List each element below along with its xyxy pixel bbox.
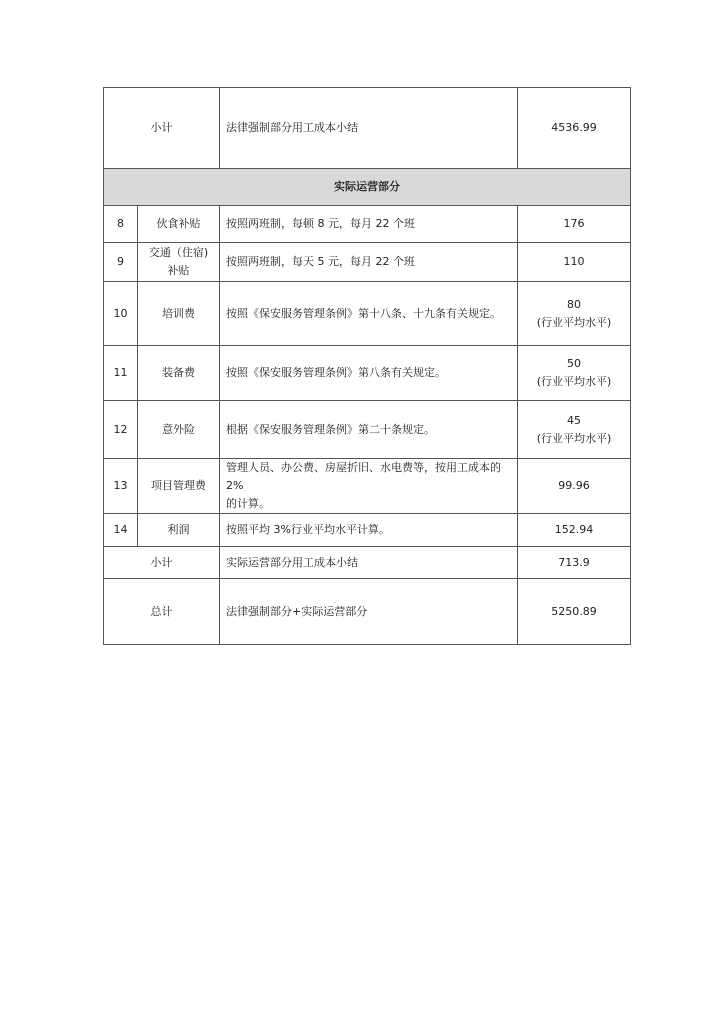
row-item: 意外险: [138, 401, 220, 459]
row-item: 培训费: [138, 282, 220, 346]
row-desc-line2: 的计算。: [226, 497, 270, 510]
row-amount: 50: [567, 357, 581, 370]
table-row: [104, 206, 631, 243]
row-desc: 按照两班制，每天 5 元，每月 22 个班: [220, 243, 518, 282]
row-number: 13: [104, 459, 138, 514]
row-amount: 176: [518, 206, 631, 243]
row-amount: 45: [567, 413, 581, 427]
total-row: [104, 579, 631, 645]
row-item: 伙食补贴: [138, 206, 220, 243]
row-amount-cell: [518, 282, 631, 346]
row-item-line2: 补贴: [167, 264, 190, 277]
row-item-cell: [138, 243, 220, 282]
table-row: [104, 514, 631, 547]
row-desc: 根据《保安服务管理条例》第二十条规定。: [220, 401, 518, 459]
row-desc: 按照《保安服务管理条例》第十八条、十九条有关规定。: [220, 282, 518, 346]
subtotal-legal-desc: 法律强制部分用工成本小结: [220, 88, 518, 169]
total-label: 总计: [104, 579, 220, 645]
row-amount: 152.94: [518, 514, 631, 547]
row-number: 14: [104, 514, 138, 547]
row-number: 11: [104, 346, 138, 401]
table-row: [104, 346, 631, 401]
row-number: 10: [104, 282, 138, 346]
row-amount-cell: [518, 401, 631, 459]
subtotal-ops-amount: 713.9: [518, 547, 631, 579]
section-header-row: [104, 169, 631, 206]
subtotal-legal-row: [104, 88, 631, 169]
row-amount: 80: [567, 297, 581, 311]
row-amount-note: (行业平均水平): [536, 431, 612, 445]
table-row: [104, 243, 631, 282]
row-amount: 99.96: [518, 459, 631, 514]
row-amount-note: (行业平均水平): [536, 375, 612, 388]
table-row: [104, 282, 631, 346]
subtotal-legal-amount: 4536.99: [518, 88, 631, 169]
row-number: 9: [104, 243, 138, 282]
row-number: 8: [104, 206, 138, 243]
subtotal-ops-row: [104, 547, 631, 579]
row-amount-note: (行业平均水平): [536, 315, 612, 329]
table-row: [104, 401, 631, 459]
row-desc: 管理人员、办公费、房屋折旧、水电费等，按用工成本的 2%: [226, 461, 501, 492]
row-amount: 110: [518, 243, 631, 282]
row-item: 利润: [138, 514, 220, 547]
row-desc-cell: [220, 459, 518, 514]
subtotal-legal-label: 小计: [104, 88, 220, 169]
row-number: 12: [104, 401, 138, 459]
row-item: 项目管理费: [138, 459, 220, 514]
section-title: 实际运营部分: [104, 169, 631, 206]
row-desc: 按照《保安服务管理条例》第八条有关规定。: [220, 346, 518, 401]
row-item: 装备费: [138, 346, 220, 401]
row-desc: 按照两班制，每顿 8 元，每月 22 个班: [220, 206, 518, 243]
table-row: [104, 459, 631, 514]
row-amount-cell: [518, 346, 631, 401]
row-item: 交通（住宿): [148, 246, 209, 259]
cost-table: [103, 87, 631, 645]
row-desc: 按照平均 3%行业平均水平计算。: [220, 514, 518, 547]
subtotal-ops-label: 小计: [104, 547, 220, 579]
subtotal-ops-desc: 实际运营部分用工成本小结: [220, 547, 518, 579]
total-desc: 法律强制部分+实际运营部分: [220, 579, 518, 645]
total-amount: 5250.89: [518, 579, 631, 645]
